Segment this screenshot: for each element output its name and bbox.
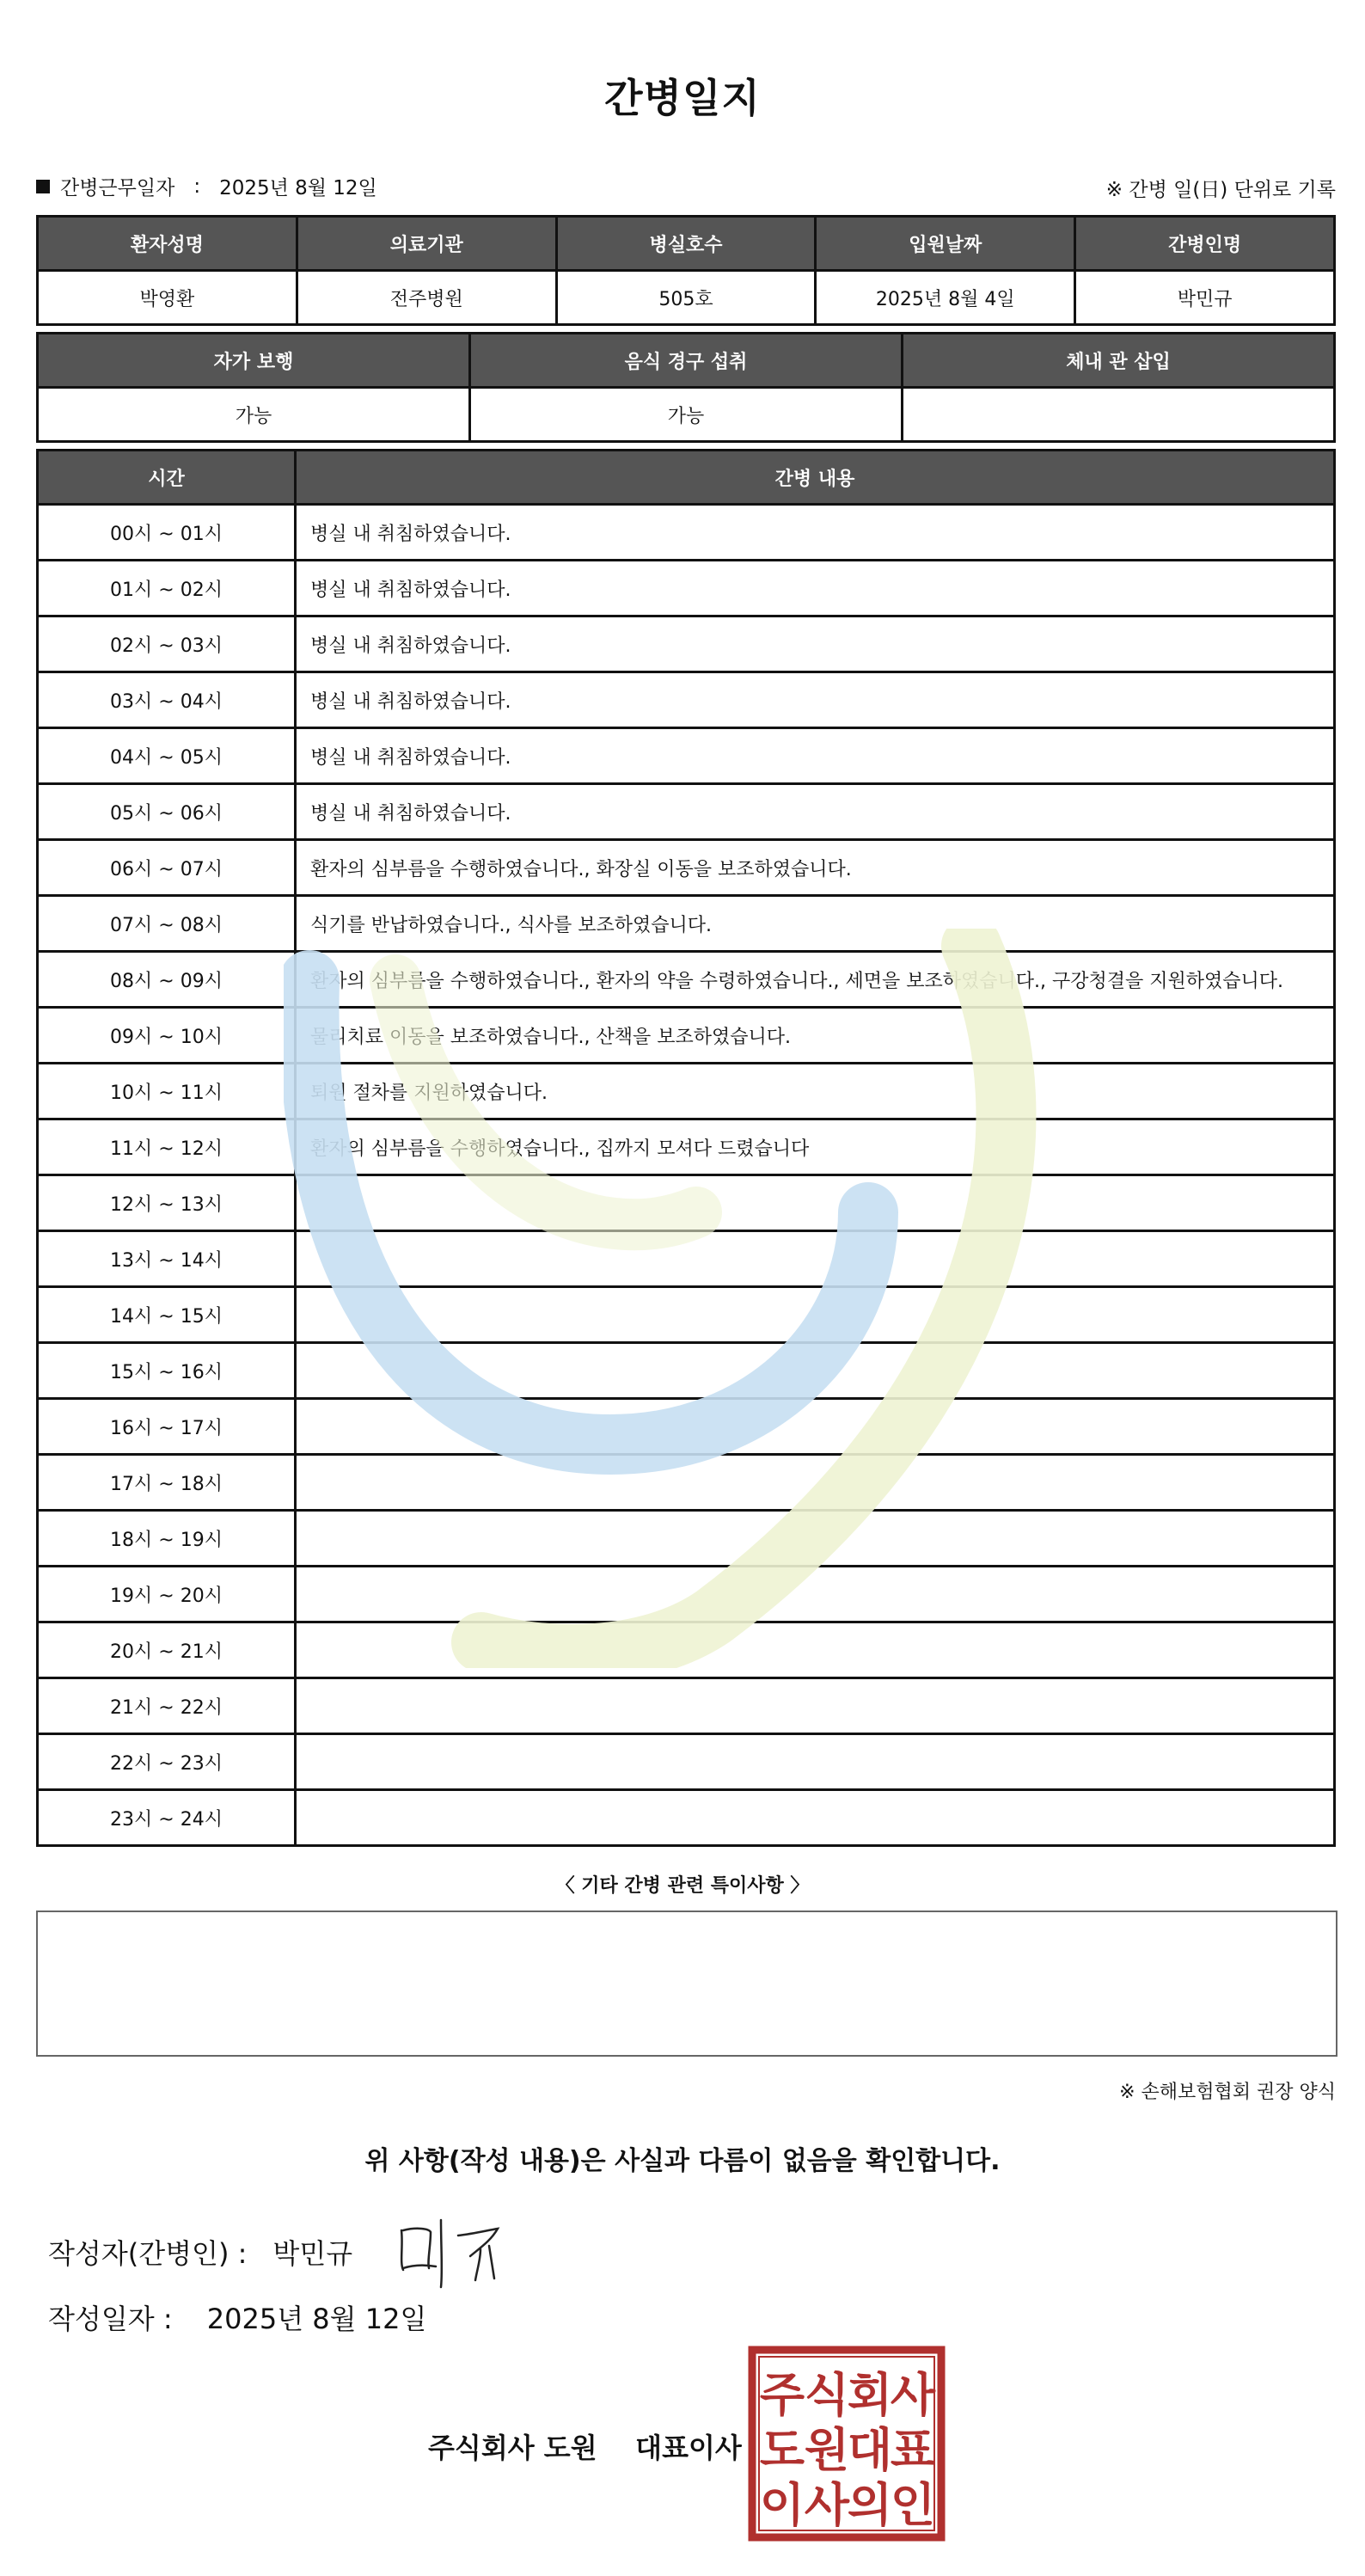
care-log-header-row bbox=[38, 451, 1335, 505]
svg-text:의: 의 bbox=[847, 2478, 893, 2532]
status-value-row bbox=[38, 388, 1335, 442]
svg-text:대: 대 bbox=[847, 2423, 893, 2477]
care-log-row bbox=[38, 1008, 1335, 1064]
log-time: 23시 ~ 24시 bbox=[38, 1790, 296, 1846]
log-content: 환자의 심부름을 수행하였습니다., 화장실 이동을 보조하였습니다. bbox=[296, 840, 1335, 896]
log-content: 식기를 반납하였습니다., 식사를 보조하였습니다. bbox=[296, 896, 1335, 952]
log-content: 물리치료 이동을 보조하였습니다., 산책을 보조하였습니다. bbox=[296, 1008, 1335, 1064]
header-tube-insertion: 체내 관 삽입 bbox=[903, 334, 1335, 388]
confirmation-statement: 위 사항(작성 내용)은 사실과 다름이 없음을 확인합니다. bbox=[364, 2146, 1001, 2176]
log-time: 07시 ~ 08시 bbox=[38, 896, 296, 952]
status-header-row bbox=[38, 334, 1335, 388]
log-time: 18시 ~ 19시 bbox=[38, 1511, 296, 1567]
care-log-row bbox=[38, 784, 1335, 840]
work-date-value: 2025년 8월 12일 bbox=[219, 177, 377, 199]
care-log-row bbox=[38, 840, 1335, 896]
log-content: 환자의 심부름을 수행하였습니다., 환자의 약을 수령하였습니다., 세면을 보조하였습니다., 구강청결을 지원하였습니다. bbox=[296, 952, 1335, 1008]
header-patient-name: 환자성명 bbox=[38, 217, 297, 271]
svg-text:인: 인 bbox=[890, 2478, 936, 2532]
log-time: 16시 ~ 17시 bbox=[38, 1399, 296, 1455]
care-log-row bbox=[38, 1399, 1335, 1455]
unit-note: ※ 간병 일(日) 단위로 기록 bbox=[1105, 179, 1336, 201]
svg-text:사: 사 bbox=[804, 2478, 850, 2532]
care-log-row bbox=[38, 1511, 1335, 1567]
care-log-table bbox=[36, 449, 1336, 1847]
log-content bbox=[296, 1511, 1335, 1567]
care-log-row bbox=[38, 952, 1335, 1008]
log-time: 20시 ~ 21시 bbox=[38, 1622, 296, 1678]
log-time: 12시 ~ 13시 bbox=[38, 1175, 296, 1231]
log-time: 06시 ~ 07시 bbox=[38, 840, 296, 896]
notes-title: 〈 기타 간병 관련 특이사항 〉 bbox=[555, 1875, 810, 1897]
care-log-row bbox=[38, 728, 1335, 784]
document-title: 간병일지 bbox=[604, 75, 761, 121]
written-date-value: 2025년 8월 12일 bbox=[206, 2303, 427, 2335]
header-caregiver: 간병인명 bbox=[1075, 217, 1335, 271]
log-content bbox=[296, 1790, 1335, 1846]
care-log-row bbox=[38, 616, 1335, 672]
log-content: 병실 내 취침하였습니다. bbox=[296, 561, 1335, 616]
svg-text:식: 식 bbox=[804, 2368, 850, 2422]
care-log-row bbox=[38, 1678, 1335, 1734]
log-content bbox=[296, 1678, 1335, 1734]
svg-text:표: 표 bbox=[890, 2423, 936, 2477]
care-log-row bbox=[38, 1790, 1335, 1846]
log-content bbox=[296, 1734, 1335, 1790]
header-room: 병실호수 bbox=[556, 217, 816, 271]
care-log-row bbox=[38, 1734, 1335, 1790]
bullet-square-icon bbox=[36, 180, 50, 193]
log-time: 09시 ~ 10시 bbox=[38, 1008, 296, 1064]
care-log-row bbox=[38, 1343, 1335, 1399]
log-content bbox=[296, 1175, 1335, 1231]
patient-info-header-row bbox=[38, 217, 1335, 271]
care-log-row bbox=[38, 1064, 1335, 1119]
log-time: 21시 ~ 22시 bbox=[38, 1678, 296, 1734]
log-content: 병실 내 취침하였습니다. bbox=[296, 505, 1335, 561]
header-admission-date: 입원날짜 bbox=[816, 217, 1075, 271]
svg-text:주: 주 bbox=[759, 2368, 805, 2422]
patient-info-table bbox=[36, 215, 1336, 326]
log-time: 08시 ~ 09시 bbox=[38, 952, 296, 1008]
care-log-row bbox=[38, 1231, 1335, 1287]
log-content bbox=[296, 1567, 1335, 1622]
log-content: 환자의 심부름을 수행하였습니다., 집까지 모셔다 드렸습니다 bbox=[296, 1119, 1335, 1175]
svg-text:사: 사 bbox=[890, 2368, 936, 2422]
log-time: 17시 ~ 18시 bbox=[38, 1455, 296, 1511]
oral-intake-value: 가능 bbox=[470, 388, 903, 442]
admission-date: 2025년 8월 4일 bbox=[816, 271, 1075, 325]
log-time: 19시 ~ 20시 bbox=[38, 1567, 296, 1622]
header-oral-intake: 음식 경구 섭취 bbox=[470, 334, 903, 388]
company-representative: 주식회사 도원 대표이사 bbox=[428, 2432, 742, 2464]
svg-text:원: 원 bbox=[804, 2423, 850, 2477]
log-content bbox=[296, 1455, 1335, 1511]
caregiver-name: 박민규 bbox=[1075, 271, 1335, 325]
care-log-row bbox=[38, 561, 1335, 616]
written-date-line bbox=[48, 2297, 426, 2337]
log-content bbox=[296, 1399, 1335, 1455]
care-log-row bbox=[38, 505, 1335, 561]
log-content: 병실 내 취침하였습니다. bbox=[296, 616, 1335, 672]
handwritten-signature bbox=[391, 2211, 511, 2289]
hospital: 전주병원 bbox=[297, 271, 556, 325]
writer-name: 박민규 bbox=[272, 2237, 353, 2270]
log-content: 병실 내 취침하였습니다. bbox=[296, 728, 1335, 784]
patient-name: 박영환 bbox=[38, 271, 297, 325]
written-date-label: 작성일자 : bbox=[48, 2303, 173, 2335]
log-time: 22시 ~ 23시 bbox=[38, 1734, 296, 1790]
log-content: 병실 내 취침하였습니다. bbox=[296, 784, 1335, 840]
log-time: 03시 ~ 04시 bbox=[38, 672, 296, 728]
self-walking-value: 가능 bbox=[38, 388, 470, 442]
log-content bbox=[296, 1287, 1335, 1343]
log-content bbox=[296, 1622, 1335, 1678]
log-content: 병실 내 취침하였습니다. bbox=[296, 672, 1335, 728]
care-log-row bbox=[38, 1287, 1335, 1343]
log-time: 05시 ~ 06시 bbox=[38, 784, 296, 840]
log-content bbox=[296, 1343, 1335, 1399]
log-time: 01시 ~ 02시 bbox=[38, 561, 296, 616]
svg-text:회: 회 bbox=[847, 2368, 893, 2422]
svg-text:도: 도 bbox=[759, 2423, 805, 2477]
care-log-row bbox=[38, 896, 1335, 952]
work-date-label: 간병근무일자 bbox=[60, 177, 175, 199]
form-source-note: ※ 손해보험협회 권장 양식 bbox=[1119, 2082, 1336, 2103]
care-log-row bbox=[38, 1119, 1335, 1175]
writer-label: 작성자(간병인) : bbox=[48, 2237, 248, 2270]
care-log-row bbox=[38, 672, 1335, 728]
svg-text:이: 이 bbox=[759, 2478, 805, 2532]
header-care-content: 간병 내용 bbox=[296, 451, 1335, 505]
log-time: 10시 ~ 11시 bbox=[38, 1064, 296, 1119]
room-number: 505호 bbox=[556, 271, 816, 325]
patient-info-value-row bbox=[38, 271, 1335, 325]
tube-insertion-value bbox=[903, 388, 1335, 442]
header-self-walking: 자가 보행 bbox=[38, 334, 470, 388]
log-time: 15시 ~ 16시 bbox=[38, 1343, 296, 1399]
log-content bbox=[296, 1231, 1335, 1287]
log-time: 02시 ~ 03시 bbox=[38, 616, 296, 672]
work-date-colon: : bbox=[193, 175, 201, 198]
notes-box bbox=[36, 1911, 1337, 2057]
header-hospital: 의료기관 bbox=[297, 217, 556, 271]
care-log-row bbox=[38, 1455, 1335, 1511]
company-seal-stamp bbox=[748, 2346, 946, 2542]
log-time: 14시 ~ 15시 bbox=[38, 1287, 296, 1343]
patient-status-table bbox=[36, 332, 1336, 443]
log-time: 04시 ~ 05시 bbox=[38, 728, 296, 784]
work-date-line bbox=[36, 172, 377, 200]
log-time: 11시 ~ 12시 bbox=[38, 1119, 296, 1175]
log-time: 13시 ~ 14시 bbox=[38, 1231, 296, 1287]
care-log-row bbox=[38, 1567, 1335, 1622]
writer-line bbox=[48, 2232, 352, 2272]
header-time: 시간 bbox=[38, 451, 296, 505]
log-content: 퇴원 절차를 지원하였습니다. bbox=[296, 1064, 1335, 1119]
log-time: 00시 ~ 01시 bbox=[38, 505, 296, 561]
care-log-row bbox=[38, 1622, 1335, 1678]
care-log-row bbox=[38, 1175, 1335, 1231]
